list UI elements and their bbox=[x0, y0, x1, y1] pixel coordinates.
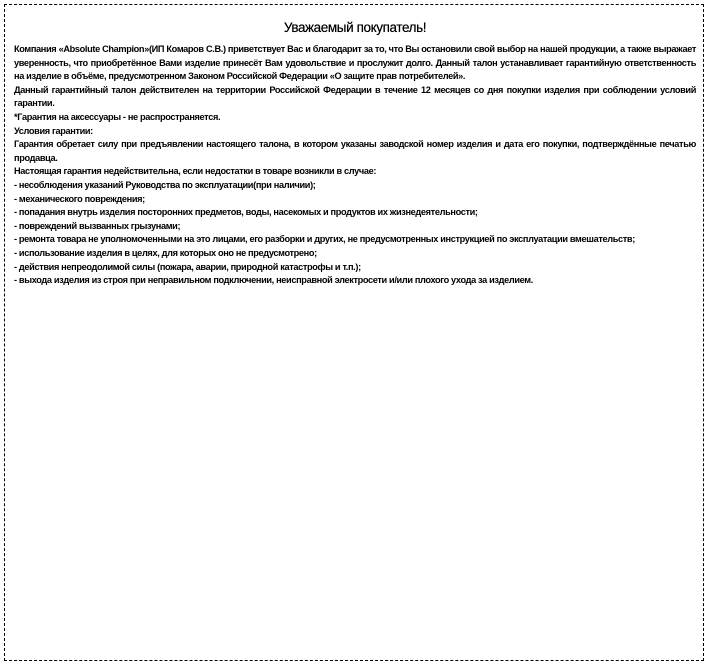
paragraph-conditions-heading: Условия гарантии: bbox=[14, 125, 93, 136]
list-item: - несоблюдения указаний Руководства по эксплуатации(при наличии); bbox=[14, 179, 316, 190]
document-body bbox=[14, 43, 696, 288]
paragraph-validity: Данный гарантийный талон действителен на территории Российской Федерации в течение 12 месяцев со дня покупки изделия при соблюдении условий гарантии. bbox=[14, 84, 696, 109]
list-item: - действия непреодолимой силы (пожара, аварии, природной катастрофы и т.п.); bbox=[14, 261, 361, 272]
list-item: - механического повреждения; bbox=[14, 193, 145, 204]
paragraph-conditions: Гарантия обретает силу при предъявлении настоящего талона, в котором указаны заводской номер изделия и дата его покупки, подтверждённые печатью продавца. bbox=[14, 139, 696, 163]
list-item: - использование изделия в целях, для которых оно не предусмотрено; bbox=[14, 247, 317, 258]
paragraph-intro: Компания «Absolute Champion»(ИП Комаров С.В.) приветствует Вас и благодарит за то, что Вы остановили свой выбор на нашей продукции, а также выражает уверенность, что приобретённое Вами изделие принесёт Вам удовольствие и прослужит долго. Данный талон устанавливает гарантийную ответственность на изделие в объёме, предусмотренном Законом Российской Федерации «О защите прав потребителей». bbox=[14, 44, 696, 82]
document-title: Уважаемый покупатель! bbox=[283, 20, 427, 35]
list-item: - выхода изделия из строя при неправильном подключении, неисправной электросети и/или плохого ухода за изделием. bbox=[14, 275, 533, 286]
list-item: - ремонта товара не уполномоченными на это лицами, его разборки и других, не предусмотренных инструкцией по эксплуатации вмешательств; bbox=[14, 234, 635, 245]
paragraph-accessories-note: *Гарантия на аксессуары - не распространяется. bbox=[14, 111, 221, 122]
warranty-document bbox=[14, 20, 696, 288]
paragraph-invalid-cases: Настоящая гарантия недействительна, если недостатки в товаре возникли в случае: bbox=[14, 166, 377, 177]
list-item: - повреждений вызванных грызунами; bbox=[14, 220, 181, 231]
list-item: - попадания внутрь изделия посторонних предметов, воды, насекомых и продуктов их жизнедеятельности; bbox=[14, 207, 478, 218]
